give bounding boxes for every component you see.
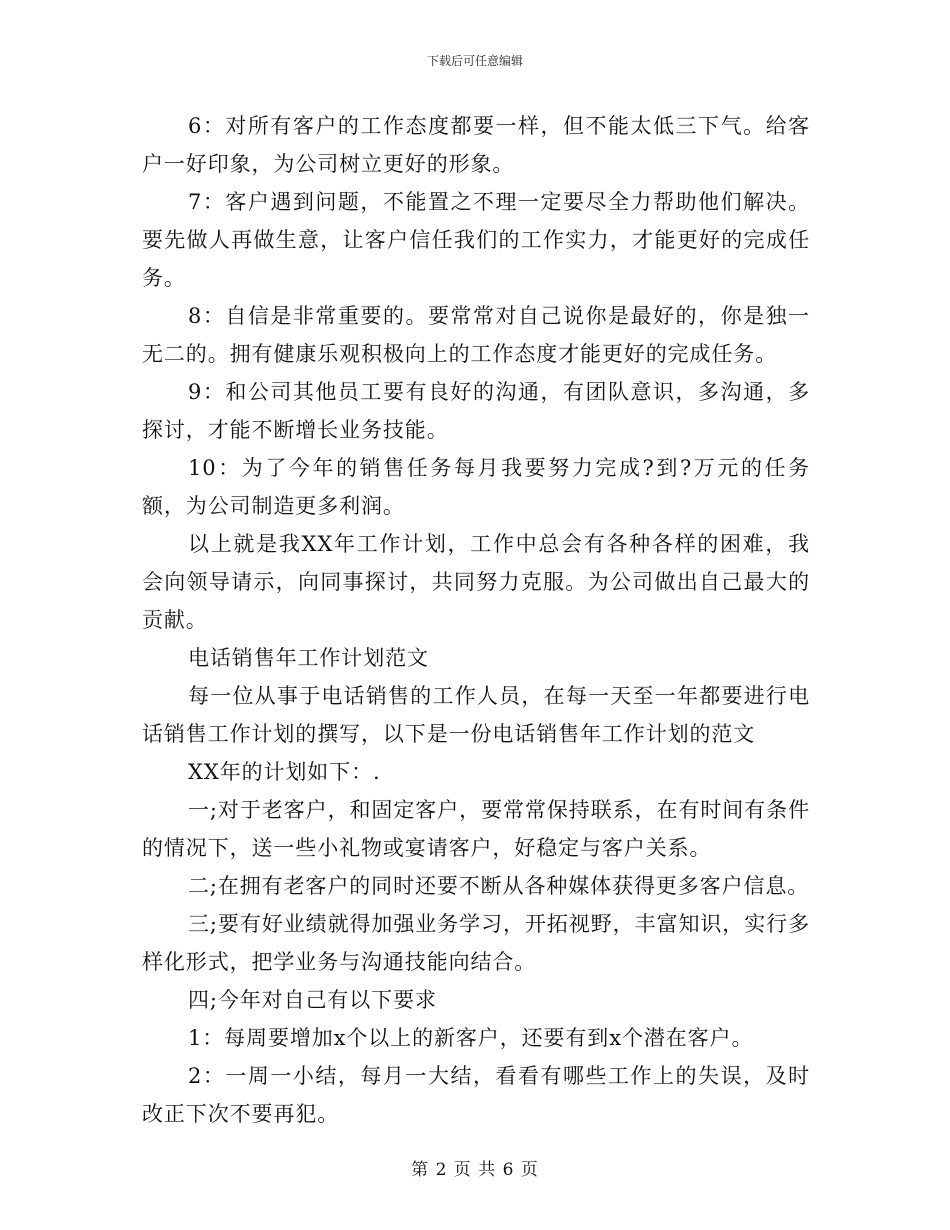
paragraph-plan-4: 四;今年对自己有以下要求	[188, 988, 437, 1012]
paragraph-summary: 以上就是我XX年工作计划，工作中总会有各种各样的困难，我会向领导请示，向同事探讨，共同努力克服。为公司做出自己最大的贡献。	[142, 532, 810, 632]
page-header: 下载后可任意编辑	[426, 54, 523, 68]
section-heading: 电话销售年工作计划范文	[188, 646, 429, 670]
document-body	[142, 107, 810, 1133]
paragraph-plan-3: 三;要有好业绩就得加强业务学习，开拓视野，丰富知识，实行多样化形式，把学业务与沟通技能向结合。	[142, 912, 810, 974]
paragraph-item-9: 9：和公司其他员工要有良好的沟通，有团队意识，多沟通，多探讨，才能不断增长业务技能。	[142, 380, 810, 442]
paragraph-item-8: 8：自信是非常重要的。要常常对自己说你是最好的，你是独一无二的。拥有健康乐观积极向上的工作态度才能更好的完成任务。	[142, 304, 810, 366]
paragraph-plan-lead: XX年的计划如下：.	[188, 760, 381, 784]
paragraph-item-10: 10：为了今年的销售任务每月我要努力完成?到?万元的任务额，为公司制造更多利润。	[142, 456, 810, 518]
page-number: 第 2 页 共 6 页	[411, 1160, 539, 1180]
paragraph-plan-2: 二;在拥有老客户的同时还要不断从各种媒体获得更多客户信息。	[188, 874, 810, 898]
paragraph-item-6: 6：对所有客户的工作态度都要一样，但不能太低三下气。给客户一好印象，为公司树立更好的形象。	[142, 114, 810, 176]
paragraph-intro: 每一位从事于电话销售的工作人员，在每一天至一年都要进行电话销售工作计划的撰写，以下是一份电话销售年工作计划的范文	[142, 684, 810, 746]
paragraph-item-7: 7：客户遇到问题，不能置之不理一定要尽全力帮助他们解决。要先做人再做生意，让客户信任我们的工作实力，才能更好的完成任务。	[142, 190, 810, 290]
paragraph-requirement-1: 1：每周要增加x个以上的新客户，还要有到x个潜在客户。	[188, 1026, 754, 1050]
paragraph-requirement-2: 2：一周一小结，每月一大结，看看有哪些工作上的失误，及时改正下次不要再犯。	[142, 1064, 810, 1126]
paragraph-plan-1: 一;对于老客户，和固定客户，要常常保持联系，在有时间有条件的情况下，送一些小礼物或宴请客户，好稳定与客户关系。	[142, 798, 810, 860]
